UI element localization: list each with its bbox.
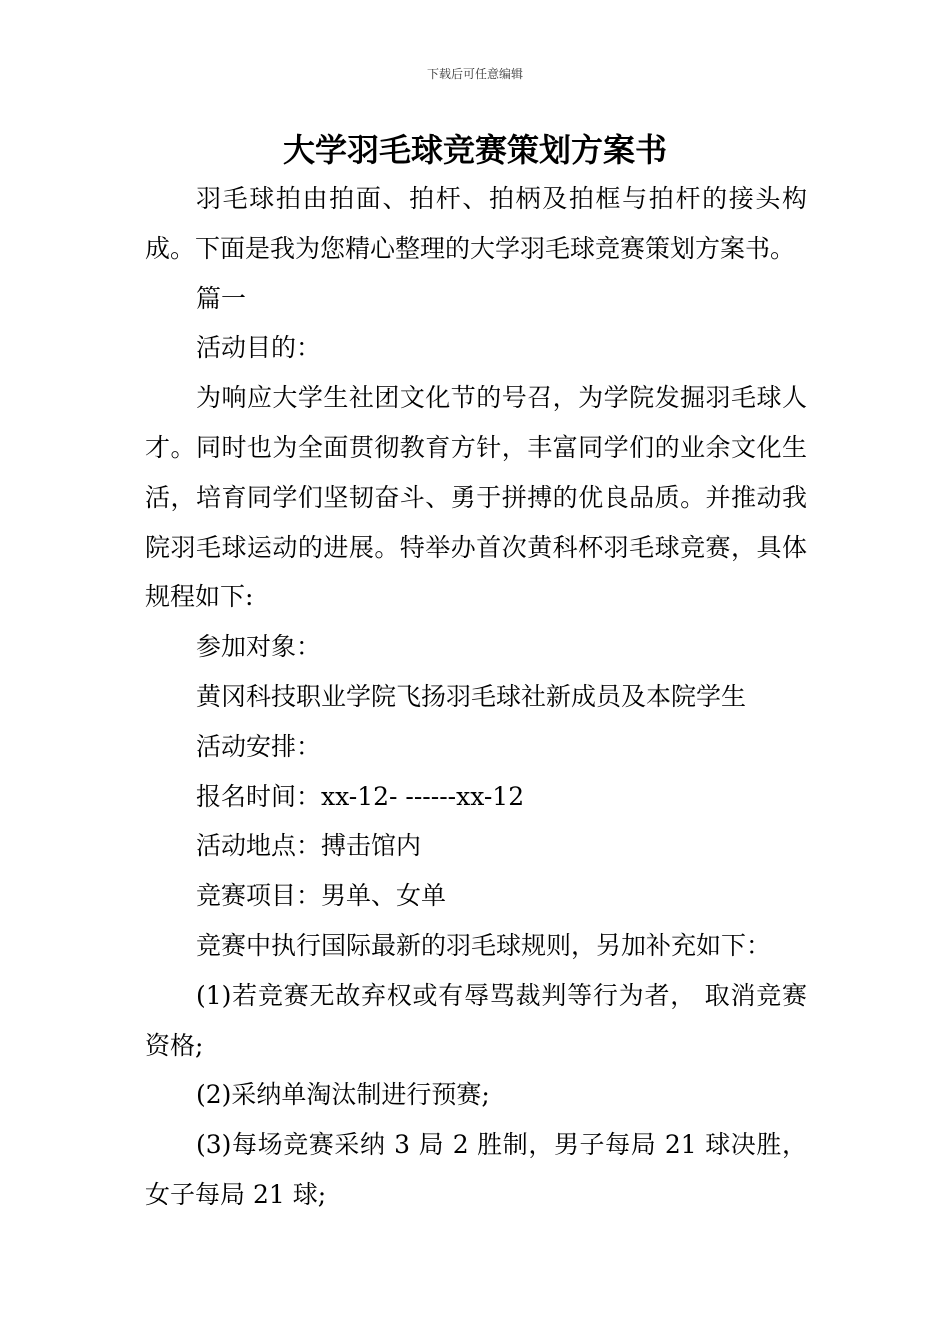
paragraph-purpose: 为响应大学生社团文化节的号召，为学院发掘羽毛球人才。同时也为全面贯彻教育方针，丰富同学们的业余文化生活，培育同学们坚韧奋斗、勇于拼搏的优良品质。并推动我院羽毛球运动的进展。特举办首次黄科杯羽毛球竞赛，具体规程如下: [145,383,807,612]
document-title: 大学羽毛球竞赛策划方案书 [282,131,667,169]
document-body [145,174,807,1220]
paragraph-rule-2: (2)采纳单淘汰制进行预赛; [196,1080,490,1110]
header-note: 下载后可任意编辑 [426,67,523,81]
paragraph-events: 竞赛项目：男单、女单 [196,881,447,911]
paragraph-venue: 活动地点：搏击馆内 [196,831,422,861]
paragraph-intro: 羽毛球拍由拍面、拍杆、拍柄及拍框与拍杆的接头构成。下面是我为您精心整理的大学羽毛球竞赛策划方案书。 [145,184,807,263]
paragraph-rules-intro: 竞赛中执行国际最新的羽毛球规则，另加补充如下： [196,930,772,960]
paragraph-section-label: 篇一 [196,283,247,313]
paragraph-heading-schedule: 活动安排： [196,731,322,761]
paragraph-heading-purpose: 活动目的： [196,333,322,363]
paragraph-registration-time: 报名时间：xx-12- ------xx-12 [196,781,525,811]
paragraph-participants: 黄冈科技职业学院飞扬羽毛球社新成员及本院学生 [196,681,747,711]
paragraph-rule-1: (1)若竞赛无故弃权或有辱骂裁判等行为者， 取消竞赛资格; [145,980,807,1060]
paragraph-rule-3: (3)每场竞赛采纳 3 局 2 胜制，男子每局 21 球决胜，女子每局 21 球; [145,1130,807,1209]
paragraph-heading-participants: 参加对象： [196,632,322,662]
